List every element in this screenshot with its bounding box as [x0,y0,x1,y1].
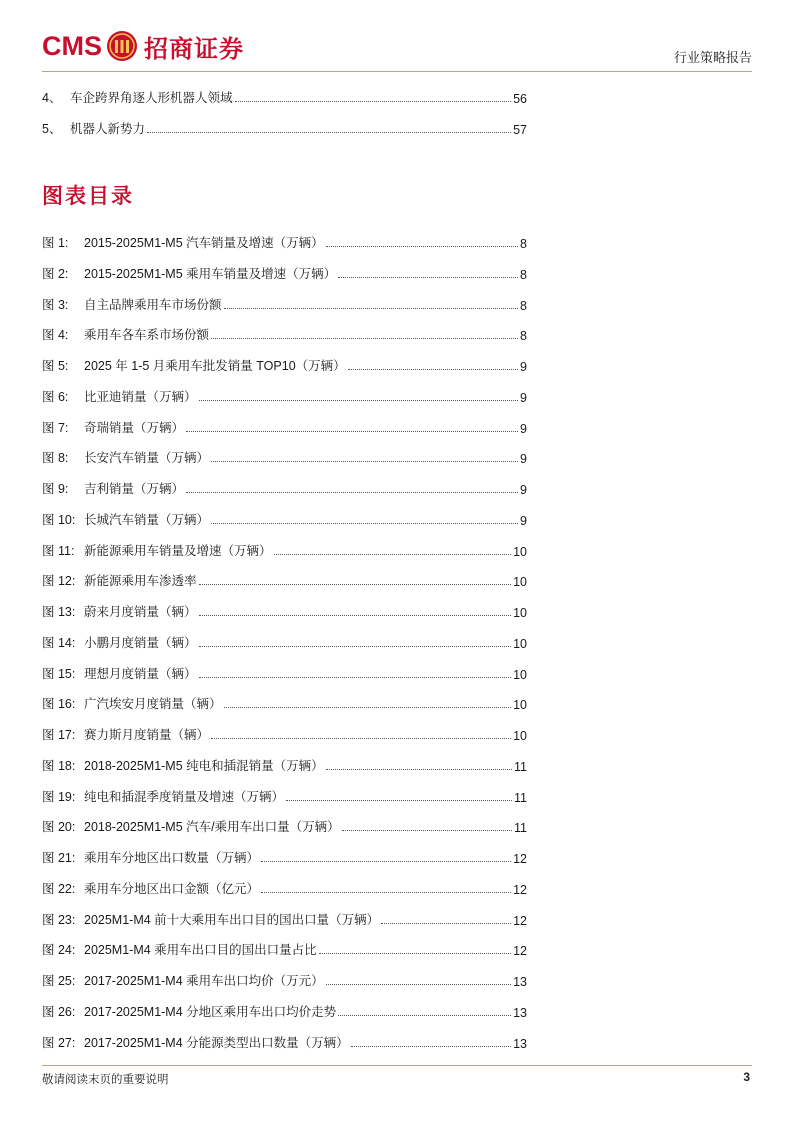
figure-entry-label: 图 27: [42,1035,76,1050]
logo-text: CMS [42,30,102,61]
figure-entry-title: 2015-2025M1-M5 汽车销量及增速（万辆） [84,236,324,250]
header-divider [42,71,752,72]
figure-entry-page: 11 [514,790,527,805]
figure-entry-label: 图 12: [42,574,76,589]
figure-entry-label: 图 19: [42,789,76,804]
figure-entry-label: 图 23: [42,912,76,927]
figure-entry-label: 图 21: [42,851,76,865]
figure-leader-dots [199,399,519,401]
figure-entry[interactable] [42,569,527,589]
figure-entry-page: 10 [513,606,527,620]
figure-leader-dots [326,983,511,985]
figure-entry-label: 图 8: [42,451,69,466]
figure-entry-page: 13 [513,1036,527,1051]
figure-entry[interactable] [42,969,527,989]
figure-entry-title: 2017-2025M1-M4 分能源类型出口数量（万辆） [84,1035,349,1050]
figure-entry-title: 2017-2025M1-M4 分地区乘用车出口均价走势 [84,1004,337,1019]
toc-entry[interactable] [42,117,527,137]
figure-entry-title: 2017-2025M1-M4 乘用车出口均价（万元） [84,974,324,988]
figure-entry-title: 2025M1-M4 乘用车出口目的国出口量占比 [84,943,317,958]
figure-leader-dots [351,1045,511,1047]
toc-entry-title: 车企跨界角逐人形机器人领域 [70,91,233,105]
figure-leader-dots [274,553,512,555]
figure-entry-page: 10 [513,544,527,559]
figure-entry-page: 9 [520,360,527,374]
figure-leader-dots [338,276,518,278]
figure-entry[interactable] [42,877,527,897]
figure-entry-page: 10 [513,698,527,713]
figure-leader-dots [211,522,518,524]
figure-entry-title: 长城汽车销量（万辆） [84,512,210,527]
figure-leader-dots [199,583,512,585]
figure-leader-dots [199,676,512,678]
footer-disclaimer-note: 敬请阅读末页的重要说明 [42,1074,169,1086]
figure-entry-label: 图 25: [42,974,76,988]
figure-entry-title: 小鹏月度销量（辆） [84,635,197,650]
figure-leader-dots [211,460,518,462]
company-logo [42,28,244,64]
figure-leader-dots [342,829,512,831]
figure-entry[interactable] [42,354,527,374]
figure-entry[interactable] [42,723,527,743]
figure-entry-page: 9 [520,483,527,497]
figure-entry-page: 8 [520,329,527,344]
figure-entry[interactable] [42,1000,527,1020]
figure-entry-title: 蔚来月度销量（辆） [84,605,197,619]
figure-entry-title: 赛力斯月度销量（辆） [84,728,210,742]
figure-entry[interactable] [42,908,527,928]
figure-leader-dots [199,614,512,616]
figure-entry-page: 9 [520,390,527,405]
figure-entry[interactable] [42,600,527,620]
figure-entry-title: 吉利销量（万辆） [84,482,185,496]
figure-entry-label: 图 17: [42,728,76,742]
figure-entry-title: 自主品牌乘用车市场份额 [84,297,222,312]
figure-leader-dots [338,1014,511,1016]
figure-entry-title: 2018-2025M1-M5 纯电和插混销量（万辆） [84,758,324,773]
toc-leader-dots [235,100,512,102]
figure-entry[interactable] [42,293,527,313]
figure-entry-title: 广汽埃安月度销量（辆） [84,697,222,712]
figure-entry-title: 2025 年 1-5 月乘用车批发销量 TOP10（万辆） [84,359,346,373]
figure-entry-page: 8 [520,298,527,313]
figure-leader-dots [211,737,511,739]
figure-entry-page: 10 [513,636,527,651]
figure-entry-page: 9 [520,452,527,467]
figure-entry-title: 乘用车分地区出口金额（亿元） [84,881,260,896]
figure-entry-title: 纯电和插混季度销量及增速（万辆） [84,789,285,804]
figure-entry[interactable] [42,631,527,651]
figure-entry[interactable] [42,754,527,774]
figure-entry-page: 8 [520,267,527,282]
figure-entry[interactable] [42,385,527,405]
figure-entry-title: 2018-2025M1-M5 汽车/乘用车出口量（万辆） [84,820,340,835]
figure-entry-title: 理想月度销量（辆） [84,666,197,681]
figure-entry[interactable] [42,231,527,251]
figure-entry-label: 图 14: [42,635,76,650]
figure-entry-title: 2025M1-M4 前十大乘用车出口目的国出口量（万辆） [84,912,380,927]
toc-entry-page: 56 [513,92,527,106]
figure-entry-label: 图 20: [42,820,76,835]
figure-entry-page: 13 [513,1005,527,1020]
figure-entry[interactable] [42,539,527,559]
figure-leader-dots [381,922,511,924]
figure-entry[interactable] [42,815,527,835]
figure-leader-dots [186,430,518,432]
toc-entry-title: 机器人新势力 [70,122,146,136]
figure-entry-page: 10 [513,667,527,682]
figure-entry-title: 比亚迪销量（万辆） [84,389,197,404]
figure-entry-page: 9 [520,513,527,528]
figure-entry-title: 乘用车分地区出口数量（万辆） [84,851,260,865]
logo-chinese-name: 招商证券 [144,33,244,63]
figure-entry-label: 图 6: [42,389,69,404]
figure-leader-dots [224,706,512,708]
figures-section-title: 图表目录 [42,184,134,208]
toc-entry-number: 5、 [42,122,62,136]
page-header [0,0,794,74]
figure-entry-label: 图 22: [42,881,76,896]
figure-leader-dots [261,891,511,893]
figure-leader-dots [326,245,518,247]
figure-entry-page: 12 [513,882,527,897]
figure-leader-dots [348,368,518,370]
figure-entry[interactable] [42,846,527,866]
toc-entry-page: 57 [513,123,527,137]
figure-entry-label: 图 1: [42,236,69,250]
figure-entry[interactable] [42,446,527,466]
figure-entry[interactable] [42,477,527,497]
logo-emblem-icon [106,30,138,62]
figure-entry[interactable] [42,785,527,805]
figure-entry[interactable] [42,262,527,282]
figure-entry-label: 图 7: [42,420,69,435]
figure-entry-page: 11 [514,821,527,836]
figure-entry-label: 图 3: [42,297,69,312]
figure-entry[interactable] [42,416,527,436]
figure-entry-label: 图 16: [42,697,76,712]
figure-leader-dots [286,799,512,801]
toc-leader-dots [147,131,511,133]
figure-entry-page: 10 [513,575,527,590]
figure-entry-label: 图 5: [42,359,69,373]
toc-entry-number: 4、 [42,91,62,105]
figure-entry-page: 11 [514,759,527,774]
figure-entry-label: 图 13: [42,605,76,619]
figure-entry-page: 13 [513,975,527,989]
figure-leader-dots [211,337,518,339]
figure-entry-label: 图 11: [42,543,75,558]
figure-leader-dots [261,860,511,862]
figure-entry-title: 长安汽车销量（万辆） [84,451,210,466]
figure-leader-dots [319,952,511,954]
figure-entry-label: 图 15: [42,666,76,681]
figure-entry-label: 图 4: [42,328,69,343]
page-number: 3 [743,1070,750,1084]
figure-entry-label: 图 18: [42,758,76,773]
figure-leader-dots [224,307,519,309]
figure-entry-label: 图 24: [42,943,76,958]
figure-entry-title: 乘用车各车系市场份额 [84,328,210,343]
figure-entry-page: 12 [513,944,527,959]
figure-leader-dots [326,768,512,770]
figure-entry-title: 奇瑞销量（万辆） [84,420,185,435]
figure-entry-title: 新能源乘用车销量及增速（万辆） [84,543,272,558]
figure-entry-page: 12 [513,913,527,928]
document-type: 行业策略报告 [673,50,752,65]
figure-entry-page: 8 [520,237,527,251]
figure-entry-label: 图 9: [42,482,69,496]
figure-entry-label: 图 26: [42,1004,76,1019]
figure-leader-dots [186,491,518,493]
figure-entry-title: 2015-2025M1-M5 乘用车销量及增速（万辆） [84,266,337,281]
figure-entry-label: 图 2: [42,266,69,281]
figure-entry-page: 9 [520,421,527,436]
footer-divider [42,1065,752,1066]
figure-entry[interactable] [42,323,527,343]
figure-leader-dots [199,645,512,647]
toc-entry[interactable] [42,86,527,106]
figure-entry-page: 10 [513,729,527,743]
figure-entry[interactable] [42,508,527,528]
figure-entry[interactable] [42,692,527,712]
figure-entry[interactable] [42,938,527,958]
figure-entry[interactable] [42,1031,527,1051]
figure-entry-label: 图 10: [42,512,76,527]
figure-entry[interactable] [42,662,527,682]
figure-entry-title: 新能源乘用车渗透率 [84,574,197,589]
figure-entry-page: 12 [513,852,527,866]
